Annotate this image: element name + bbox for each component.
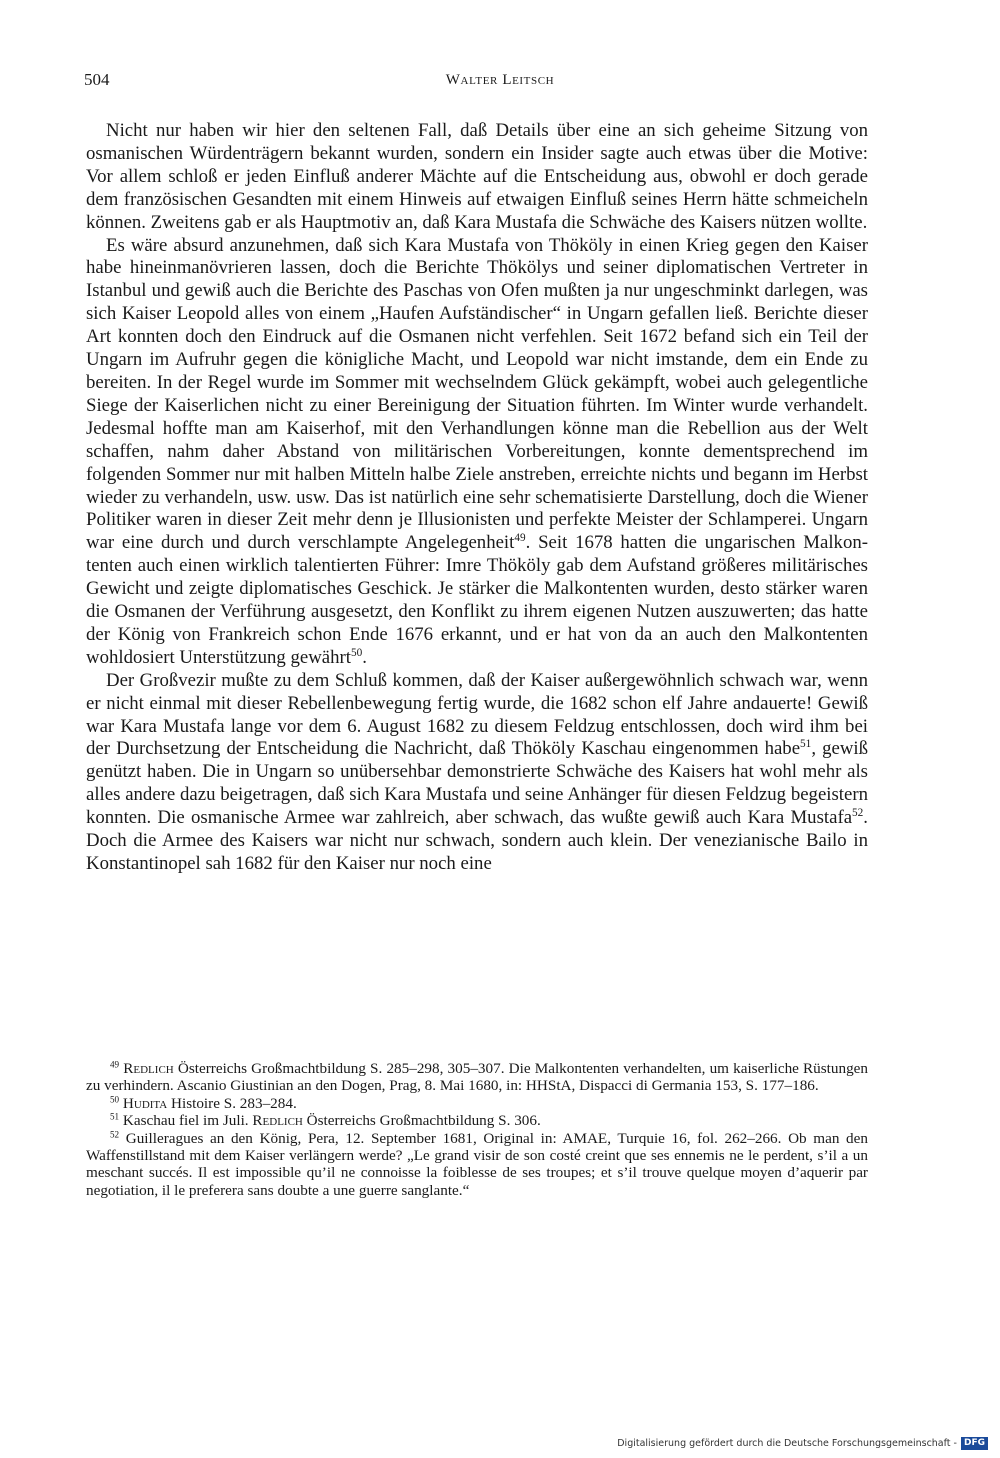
footnote-text: Guilleragues an den König, Pera, 12. September 1681, Original in: AMAE, Turquie 16, fol. 262–266. Ob man den Waffenstillstand mit dem Kaiser verlängern werde? „Le grand visir de son costé creint que ses ennemis ne le perdent, s’il a un meschant succés. Il est impossible qu’il ne connoisse la foiblesse de ses troupes; et s’il trouve quelque moyen d’aquerir par negotiation, il le preferera sans doubte a une guerre sanglante.“	[86, 1129, 868, 1199]
footnote-text: Österreichs Großmachtbildung S. 306.	[302, 1112, 541, 1130]
paragraph	[86, 235, 868, 670]
footnote-49	[86, 1060, 868, 1095]
footnotes	[86, 1060, 868, 1199]
paragraph-text: .	[362, 646, 367, 668]
footnote-50	[86, 1095, 868, 1112]
paragraph-text: Nicht nur haben wir hier den seltenen Fall, daß Details über eine an sich geheime Sitzung von osmanischen Würdenträgern bekannt wurden, sondern ein Insider sagte auch etwas über die Motive: Vor allem schloß er jeden Einfluß anderer Mächte auf die Entscheidung aus, obwohl er doch gerade dem französischen Gesandten mit einem Hinweis auf etwaigen Einfluß seines Herrn hätte schmeicheln können. Zweitens gab er als Hauptmotiv an, daß Kara Mustafa die Schwäche des Kaisers nützen wollte.	[86, 120, 868, 233]
footnote-text: Kaschau fiel im Juli.	[119, 1112, 253, 1130]
paragraph-text: Der Großvezir mußte zu dem Schluß kommen, daß der Kaiser außergewöhnlich schwach war, wenn er nicht einmal mit dieser Rebellenbewegung fertig wurde, die 1682 schon elf Jahre andauerte! Gewiß war Kara Mustafa lange vor dem 6. August 1682 zu diesem Feldzug entschlossen, doch wird ihm bei der Durchsetzung der Entscheidung die Nachricht, daß Thököly Kaschau eingenommen habe	[86, 669, 868, 760]
footnote-text: Österreichs Großmachtbildung S. 285–298, 305–307. Die Malkontenten verhandelten, um kaiserliche Rüstungen zu verhindern. Ascanio Giustinian an den Dogen, Prag, 8. Mai 1680, in: HHStA, Dispacci di Germania 153, S. 177–186.	[86, 1060, 869, 1095]
digitization-credit	[617, 1437, 988, 1450]
credit-text: Digitalisierung gefördert durch die Deutsche Forschungsgemeinschaft -	[617, 1438, 957, 1449]
paragraph-text: Es wäre absurd anzunehmen, daß sich Kara Mustafa von Thököly in einen Krieg gegen den Kaiser habe hineinmanövrieren lassen, doch die Berichte Thökölys und seiner diplomatischen Vertreter in Istanbul und gewiß auch die Berichte des Paschas von Ofen mußten ja nur ungeschminkt darlegen, was sich Kaiser Leopold alles von einem „Haufen Aufständischer“ in Ungarn gefallen ließ. Berichte dieser Art konnten doch den Eindruck auf die Osmanen nicht verfehlen. Seit 1672 befand sich ein Teil der Ungarn im Aufruhr gegen die königliche Macht, und Leopold war nicht imstande, dem ein Ende zu bereiten. In der Regel wurde im Sommer mit wechselndem Glück gekämpft, wobei auch gelegentliche Siege der Kaiserlichen nicht zu einer Bereinigung der Situation führten. Im Winter wurde verhandelt. Jedesmal hoffte man am Kaiserhof, mit den Verhandlungen könne man die Rebellion aus der Welt schaffen, nahm daher Abstand von militärischen Vorbereitungen, konnte dementsprechend im folgenden Sommer nur mit halben Mitteln halbe Ziele anstreben, erreichte nichts und begann im Herbst wieder zu verhandeln, usw. usw. Das ist natürlich eine sehr schematisierte Darstellung, doch die Wiener Politiker waren in dieser Zeit mehr denn je Illusionisten und perfekte Meister der Schlamperei. Ungarn war eine durch und durch verschlampte Angelegenheit	[86, 234, 868, 554]
footnote-author: Hudita	[122, 1094, 168, 1112]
footnote-number: 49	[110, 1059, 120, 1070]
page-number: 504	[84, 70, 110, 89]
dfg-logo[interactable]: DFG	[961, 1437, 988, 1450]
footnote-author: Redlich	[123, 1060, 174, 1077]
footnote-number: 51	[110, 1111, 120, 1122]
paragraph-text: . Doch die Armee des Kaisers war nicht nur schwach, sondern auch klein. Der venezianische Bailo in Konstantinopel sah 1682 für den Kaiser nur noch eine	[86, 807, 868, 874]
paragraph-text: . Seit 1678 hatten die ungarischen Malkontenten auch einen wirklich talentierten Führer: Imre Thököly gab dem Aufstand größeres militärisches Gewicht und zeigte diplomatisches Geschick. Je stärker die Malkontenten wurden, desto stärker waren die Osmanen der Verführung ausgesetzt, den Konflikt zu ihrem eigenen Nutzen auszuwerten; das hatte der König von Frankreich schon Ende 1676 erkannt, und er hat von da an auch den Malkontenten wohldosiert Unterstützung gewährt	[86, 532, 868, 668]
running-head: Walter Leitsch	[445, 72, 555, 88]
footnote-51	[86, 1112, 868, 1129]
footnote-ref-50[interactable]: 50	[350, 647, 363, 660]
main-text	[86, 120, 868, 876]
footnote-ref-51[interactable]: 51	[800, 738, 812, 751]
footnote-number: 52	[110, 1129, 120, 1140]
footnote-52	[86, 1130, 868, 1200]
footnote-author: Redlich	[252, 1112, 303, 1130]
footnote-number: 50	[110, 1094, 120, 1105]
footnote-ref-52[interactable]: 52	[852, 807, 864, 820]
paragraph	[86, 670, 868, 876]
paragraph-text: , gewiß genützt haben. Die in Ungarn so unübersehbar demonstrierte Schwäche des Kaisers hat wohl mehr als alles andere dazu beigetragen, daß sich Kara Mustafa und seine Anhänger für diesen Feldzug begeistern konnten. Die osmanische Armee war zahlreich, aber schwach, das wußte gewiß auch Kara Mustafa	[86, 738, 868, 829]
paragraph	[86, 120, 868, 235]
footnote-text: Histoire S. 283–284.	[167, 1094, 297, 1112]
footnote-ref-49[interactable]: 49	[514, 532, 526, 545]
